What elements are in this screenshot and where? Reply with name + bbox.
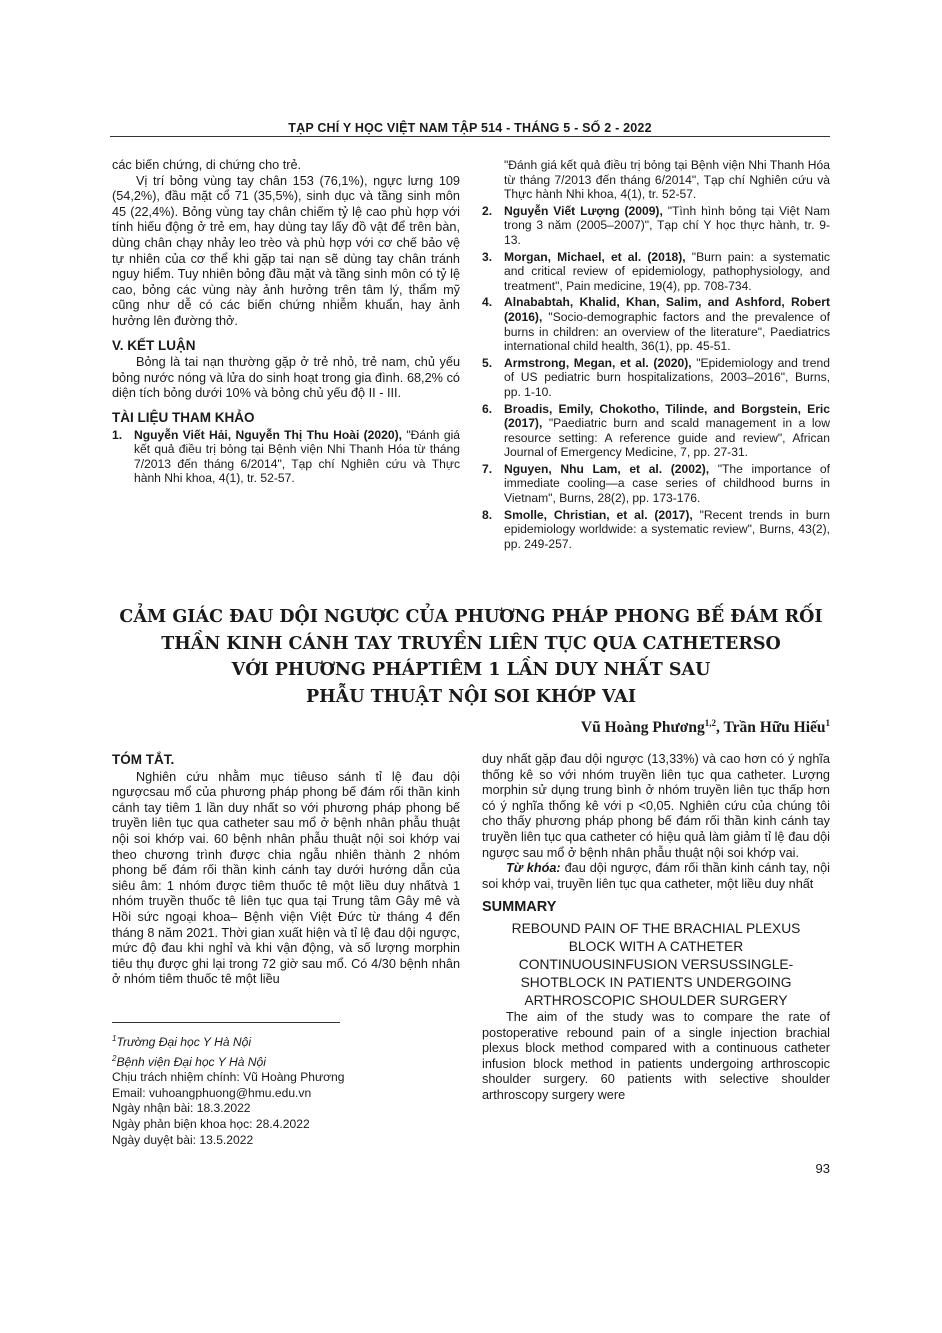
conclusion-heading: V. KẾT LUẬN	[112, 337, 196, 353]
right-lower-column	[482, 752, 830, 1104]
affiliation: $^1$Trường Đại học Y Hà Nội	[112, 1034, 252, 1050]
summary-title: REBOUND PAIN OF THE BRACHIAL PLEXUS BLOCK WITH A CATHETER CONTINUOUSINFUSION VERSUSSINGLE- SHOTBLOCK IN PATIENTS UNDERGOING ARTHROSCOPIC SHOULDER SURGERY	[511, 920, 801, 1008]
affiliation: $^2$Bệnh viện Đại học Y Hà Nội	[112, 1053, 266, 1069]
journal-header: TẠP CHÍ Y HỌC VIỆT NAM TẬP 514 - THÁNG 5 - SỐ 2 - 2022	[288, 121, 652, 135]
right-upper-column	[482, 158, 830, 553]
abstract-vi	[112, 752, 460, 988]
article-title	[100, 604, 842, 710]
page-number: 93	[815, 1161, 830, 1176]
keywords: Từ khóa: đau dội ngược, đám rối thần kinh cánh tay, nội soi khớp vai, truyền liên tục qua catheter, một liều duy nhất	[482, 861, 830, 891]
abstract-text-continued: duy nhất gặp đau dội ngược (13,33%) và cao hơn có ý nghĩa thống kê so với nhóm truyền liên tục qua catheter. Lượng morphin sử dụng trung bình ở nhóm truyền liên tục thấp hơn có ý nghĩa thống kê với p <0,05. Nghiên cứu của chúng tôi cho thấy phương pháp phong bế đám rối thần kinh cánh tay truyền liên tục qua catheter có hiệu quả làm giảm tỉ lệ đau dội ngược sau mổ ở bệnh nhân phẫu thuật nội soi khớp vai.	[482, 752, 830, 860]
email: Email: vuhoangphuong@hmu.edu.vn	[112, 1085, 312, 1100]
authors: Vũ Hoàng Phương$^{1,2}$, Trần Hữu Hiếu$^1$	[580, 718, 830, 737]
corresponding-author: Chịu trách nhiệm chính: Vũ Hoàng Phương	[112, 1070, 345, 1085]
date-approved: Ngày duyệt bài: 13.5.2022	[112, 1132, 254, 1147]
summary-heading: SUMMARY	[482, 899, 557, 916]
reference-list-right	[482, 204, 830, 552]
reference-item: 8. Smolle, Christian, et al. (2017), "Recent trends in burn epidemiology worldwide: a systematic review", Burns, 43(2), pp. 249-257.	[482, 507, 830, 551]
title-line: VỚI PHƯƠNG PHÁPTIÊM 1 LẦN DUY NHẤT SAU	[231, 660, 711, 680]
paragraph: Vị trí bỏng vùng tay chân 153 (76,1%), ngực lưng 109 (54,2%), đầu mặt cổ 71 (35,5%), sinh dục và tầng sinh môn 45 (22,4%). Bỏng vùng tay chân chiếm tỷ lệ cao phù hợp với tính hiếu động ở trẻ em, hay dùng tay lấy đồ vật để trên bàn, dùng chân chạy nhảy leo trèo và phù hợp với cơ chế bảo vệ tự nhiên của cơ thể khi gặp tai nạn sẽ dùng tay chân tránh nguy hiểm. Tuy nhiên bỏng đầu mặt và tầng sinh môn có tỷ lệ cao, bỏng các vùng này ảnh hưởng trên tâm lý, thẩm mỹ cũng như dễ có các biến chứng nhiễm khuẩn, hay ảnh hưởng lên đường thở.	[112, 173, 460, 328]
abstract-heading: TÓM TẮT.	[112, 752, 175, 767]
date-received: Ngày nhận bài: 18.3.2022	[112, 1101, 251, 1116]
references-heading: TÀI LIỆU THAM KHẢO	[112, 409, 255, 425]
reference-item: 7. Nguyen, Nhu Lam, et al. (2002), "The importance of immediate cooling—a case series of childhood burns in Vietnam", Burns, 28(2), pp. 173-176.	[482, 461, 831, 506]
title-line: PHẪU THUẬT NỘI SOI KHỚP VAI	[305, 686, 637, 707]
title-line: THẦN KINH CÁNH TAY TRUYỀN LIÊN TỤC QUA CATHETERSO	[161, 633, 781, 654]
author-name: Trần Hữu Hiếu	[723, 719, 826, 737]
reference-continuation: "Đánh giá kết quả điều trị bỏng tại Bệnh viện Nhi Thanh Hóa từ tháng 7/2013 đến tháng 6/2014", Tạp chí Nghiên cứu và Thực hành Nhi khoa, 4(1), tr. 52-57.	[504, 158, 830, 202]
keywords-label: Từ khóa:	[506, 861, 561, 876]
title-line: CẢM GIÁC ĐAU DỘI NGƯỢC CỦA PHƯƠNG PHÁP PHONG BẾ ĐÁM RỐI	[119, 607, 823, 627]
reference-item: 3. Morgan, Michael, et al. (2018), "Burn pain: a systematic and critical review of epidemiology, pathophysiology, and treatment", Pain medicine, 19(4), pp. 708-734.	[482, 249, 830, 293]
left-upper-column	[112, 158, 460, 486]
abstract-text: Nghiên cứu nhằm mục tiêuso sánh tỉ lệ đau dội ngượcsau mổ của phương pháp phong bế đám rối thần kinh cánh tay tiêm 1 lần duy nhất so với phương pháp phong bế truyền liên tục qua catheter sau mổ ở bệnh nhân phẫu thuật nội soi khớp vai. 60 bệnh nhân phẫu thuật nội soi khớp vai theo chương trình được chia ngẫu nhiên thành 2 nhóm phong bế đám rối thần kinh cánh tay dưới hướng dẫn của siêu âm: 1 nhóm được tiêm thuốc tê một liều duy nhấtvà 1 nhóm truyền thuốc tê liên tục qua tại Trung tâm Gây mê và Hồi sức ngoại khoa– Bệnh viện Việt Đức từ tháng 4 đến tháng 8 năm 2021. Thời gian xuất hiện và tỉ lệ đau dội ngược, mức độ đau khi nghỉ và khi vận động, và số lượng morphin tiêu thụ được ghi lại trong 72 giờ sau mổ. Có 4/30 bệnh nhân ở nhóm tiêm thuốc tê một liều	[112, 769, 460, 987]
date-reviewed: Ngày phản biện khoa học: 28.4.2022	[112, 1117, 310, 1132]
conclusion-text: Bỏng là tai nạn thường gặp ở trẻ nhỏ, trẻ nam, chủ yếu bỏng nước nóng và lửa do sinh hoạt trong gia đình. 68,2% có diện tích bỏng dưới 10% và bỏng chủ yếu độ II - III.	[112, 355, 460, 401]
paragraph: các biến chứng, di chứng cho trẻ.	[112, 158, 302, 172]
summary-text: The aim of the study was to compare the rate of postoperative rebound pain of a single injection brachial plexus block method compared with a continuous catheter infusion block method in patients undergoing arthroscopic shoulder surgery. 60 patients with selective shoulder arthroscopy surgery were	[482, 1009, 830, 1102]
reference-item: 5. Armstrong, Megan, et al. (2020), "Epidemiology and trend of US pediatric burn hospitalizations, 2003–2016", Burns, pp. 1-10.	[482, 355, 830, 399]
header-rule	[110, 136, 830, 137]
footnote-rule	[112, 1022, 340, 1023]
reference-item: 6. Broadis, Emily, Chokotho, Tilinde, and Borgstein, Eric (2017), "Paediatric burn and scald management in a low resource setting: A reference guide and review", African Journal of Emergency Medicine, 7, pp. 27-31.	[482, 401, 830, 460]
reference-item: 1. Nguyễn Viết Hải, Nguyễn Thị Thu Hoài (2020), "Đánh giá kết quả điều trị bỏng tại Bệnh viện Nhi Thanh Hóa từ tháng 7/2013 đến tháng 6/2014", Tạp chí Nghiên cứu và Thực hành Nhi khoa, 4(1), tr. 52-57.	[112, 427, 460, 486]
footnotes	[112, 1031, 462, 1148]
reference-item: 2. Nguyễn Viết Lượng (2009), "Tình hình bỏng tại Việt Nam trong 3 năm (2005–2007)", Tạp chí Y học thực hành, tr. 9-13.	[482, 203, 830, 247]
reference-item: 4. Alnababtah, Khalid, Khan, Salim, and Ashford, Robert (2016), "Socio-demographic factors and the prevalence of burns in children: an overview of the literature", Paediatrics international child health, 36(1), pp. 45-51.	[482, 295, 830, 354]
author-name: Vũ Hoàng Phương	[580, 719, 705, 737]
reference-list-left	[112, 427, 460, 486]
